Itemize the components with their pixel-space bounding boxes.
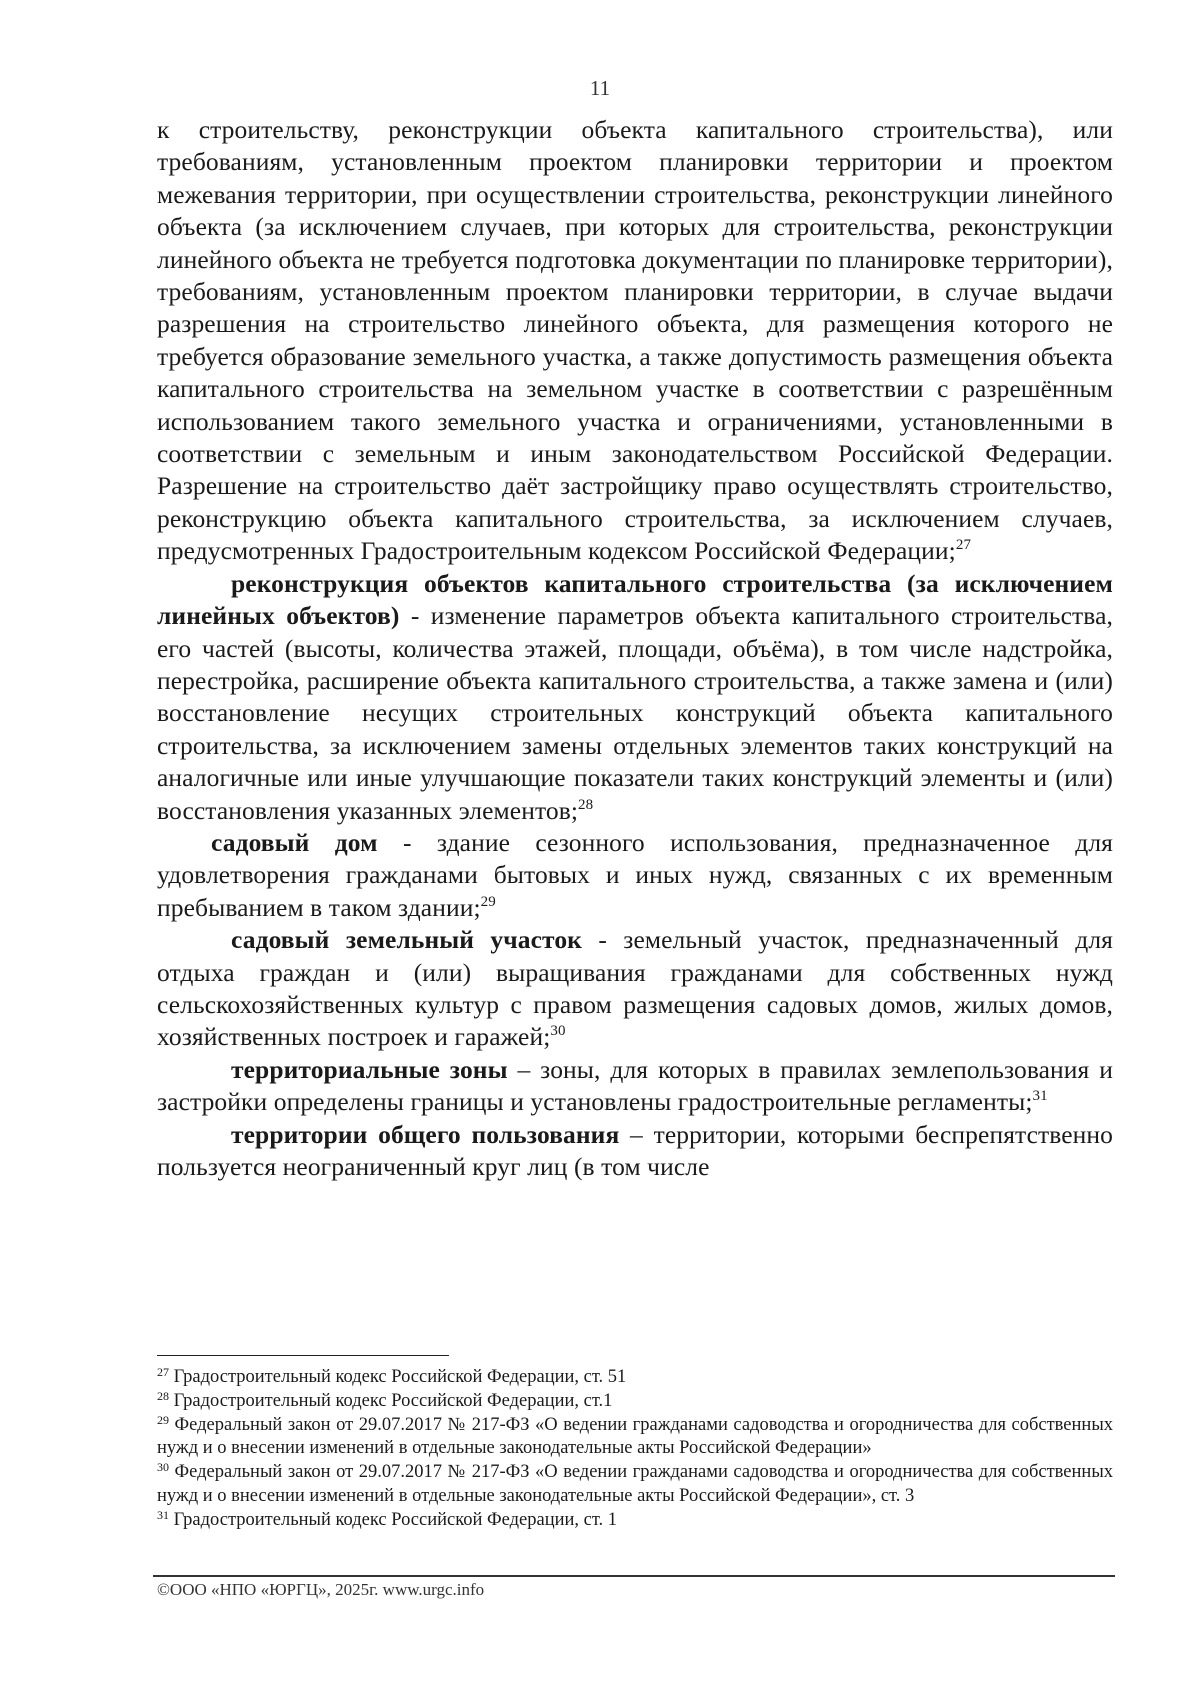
footnote-item <box>157 1390 1113 1414</box>
footnote-ref[interactable]: 30 <box>550 1023 566 1040</box>
footnote-number: 28 <box>157 1388 169 1403</box>
definition-garden-house <box>157 827 1113 924</box>
definition-text: - изменение параметров объекта капитального строительства, его частей (высоты, количества этажей, площади, объёма), в том числе надстройка, перестройка, расширение объекта капитального строительства, а также замена и (или) восстановление несущих строительных конструкций объекта капитального строительства, за исключением замены отдельных элементов таких конструкций на аналогичные или иные улучшающие показатели таких конструкций элементы и (или) восстановления указанных элементов; <box>157 601 1113 825</box>
definition-term: территории общего пользования <box>231 1119 620 1149</box>
footnote-number: 31 <box>157 1507 169 1522</box>
footnote-item <box>157 1461 1113 1509</box>
footnote-text: Градостроительный кодекс Российской Федерации, ст.1 <box>169 1390 613 1411</box>
footnote-item <box>157 1414 1113 1462</box>
footnote-ref[interactable]: 29 <box>480 893 496 910</box>
footnote-ref[interactable]: 31 <box>1032 1088 1048 1105</box>
footnote-text: Градостроительный кодекс Российской Федерации, ст. 1 <box>169 1509 618 1530</box>
footnote-text: Федеральный закон от 29.07.2017 № 217-ФЗ «О ведении гражданами садоводства и огородничества для собственных нужд и о внесении изменений в отдельные законодательные акты Российской Федерации», ст. 3 <box>157 1462 1113 1506</box>
footnote-number: 27 <box>157 1365 169 1379</box>
definition-term: реконструкция объектов капитального строительства (за исключением линейных объектов) <box>157 568 1113 631</box>
footnote-ref[interactable]: 27 <box>955 537 972 554</box>
definition-term: садовый дом <box>211 827 378 857</box>
definition-reconstruction <box>157 568 1113 827</box>
footnote-text: Федеральный закон от 29.07.2017 № 217-ФЗ «О ведении гражданами садоводства и огородничества для собственных нужд и о внесении изменений в отдельные законодательные акты Российской Федерации» <box>157 1414 1113 1459</box>
footnote-item <box>157 1366 1113 1390</box>
footer-divider <box>153 1575 1115 1577</box>
definition-text: – территории, которыми беспрепятственно пользуется неограниченный круг лиц (в том числе <box>157 1119 1113 1181</box>
page-number: 11 <box>589 76 611 100</box>
definition-term: территориальные зоны <box>231 1054 508 1084</box>
paragraph-text: к строительству, реконструкции объекта капитального строительства), или требованиям, установленным проектом планировки территории и проектом межевания территории, при осуществлении строительства, реконструкции линейного объекта (за исключением случаев, при которых для строительства, реконструкции линейного объекта не требуется подготовка документации по планировке территории), требованиям, установленным проектом планировки территории, в случае выдачи разрешения на строительство линейного объекта, для размещения которого не требуется образование земельного участка, а также допустимость размещения объекта капитального строительства на земельном участке в соответствии с разрешённым использованием такого земельного участка и ограничениями, установленными в соответствии с земельным и иным законодательством Российской Федерации. Разрешение на строительство даёт застройщику право осуществлять строительство, реконструкцию объекта капитального строительства, за исключением случаев, предусмотренных Градостроительным кодексом Российской Федерации; <box>157 115 1113 566</box>
footer-copyright: ©ООО «НПО «ЮРГЦ», 2025г. www.urgc.info <box>157 1580 485 1599</box>
definition-garden-plot <box>157 924 1113 1054</box>
body-text <box>157 114 1113 1183</box>
definition-text: – зоны, для которых в правилах землепользования и застройки определены границы и установлены градостроительные регламенты; <box>157 1054 1113 1117</box>
definition-text: - здание сезонного использования, предназначенное для удовлетворения гражданами бытовых и иных нужд, связанных с их временным пребыванием в таком здании; <box>157 827 1113 922</box>
definition-term: садовый земельный участок <box>231 925 582 955</box>
footnotes <box>157 1366 1113 1533</box>
definition-text: - земельный участок, предназначенный для отдыха граждан и (или) выращивания гражданами для собственных нужд сельскохозяйственных культур с правом размещения садовых домов, жилых домов, хозяйственных построек и гаражей; <box>157 925 1114 1052</box>
footnote-item <box>157 1509 1113 1533</box>
footnote-text: Градостроительный кодекс Российской Федерации, ст. 51 <box>169 1367 627 1387</box>
definition-territorial-zones <box>157 1054 1113 1119</box>
footnote-divider <box>157 1355 449 1356</box>
footnote-ref[interactable]: 28 <box>578 796 594 813</box>
paragraph-continuation <box>157 114 1113 568</box>
footnote-number: 29 <box>157 1412 169 1427</box>
definition-public-territories <box>157 1119 1113 1184</box>
footnote-number: 30 <box>157 1460 169 1475</box>
